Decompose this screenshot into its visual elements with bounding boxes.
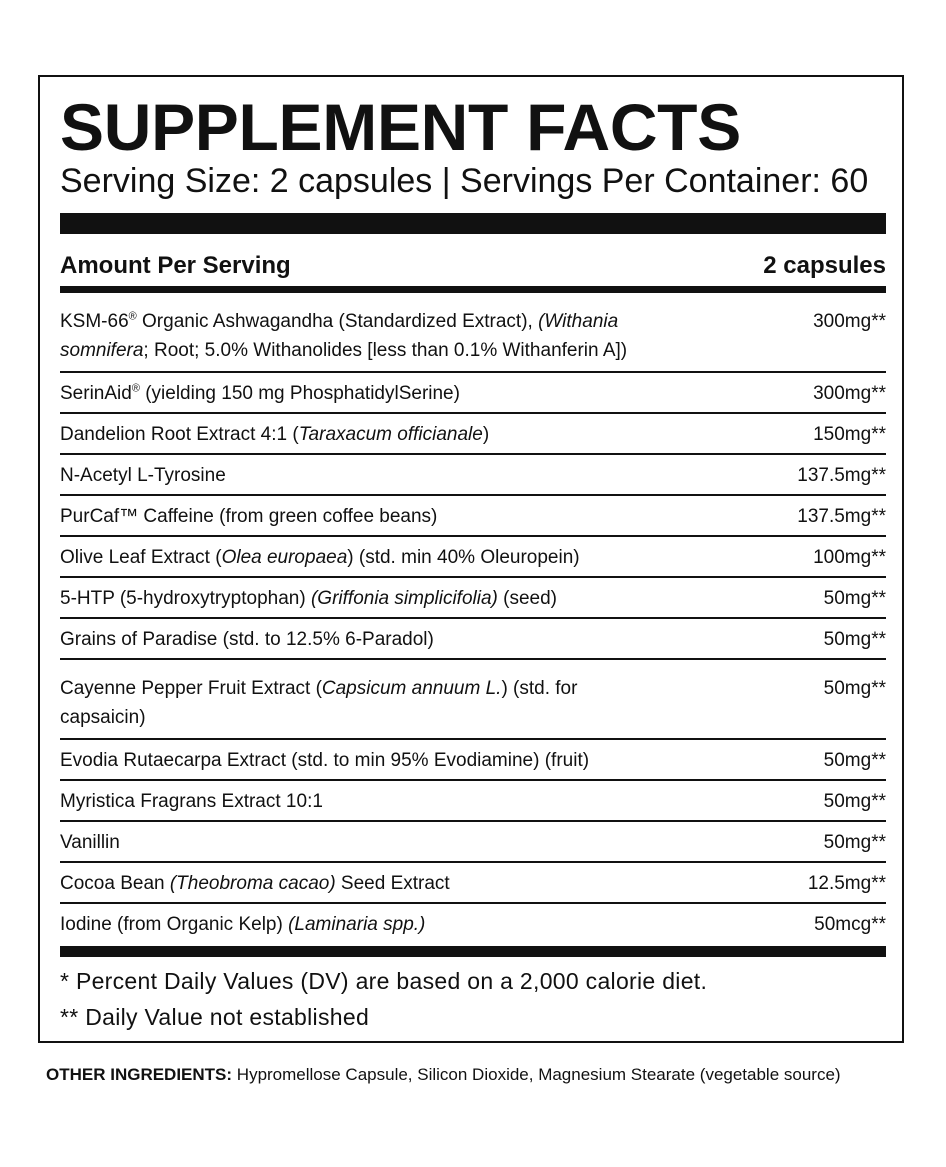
ingredient-name: PurCaf™ Caffeine (from green coffee beans) [60,506,438,527]
other-ingredients-label: OTHER INGREDIENTS: [46,1065,233,1084]
ingredient-row [60,863,886,904]
amount-header [60,249,886,283]
ingredient-amount: 137.5mg** [797,465,886,486]
ingredient-amount: 50mg** [823,629,886,650]
amount-per-serving-label: Amount Per Serving [60,252,291,279]
ingredient-name: Grains of Paradise (std. to 12.5% 6-Paradol) [60,629,434,650]
other-ingredients-text: Hypromellose Capsule, Silicon Dioxide, Magnesium Stearate (vegetable source) [232,1065,841,1084]
ingredient-name: Myristica Fragrans Extract 10:1 [60,791,323,812]
ingredient-amount: 50mg** [823,588,886,609]
ingredient-amount: 300mg** [813,383,886,404]
ingredient-name: Evodia Rutaecarpa Extract (std. to min 95% Evodiamine) (fruit) [60,750,590,771]
ingredient-name: Cocoa Bean (Theobroma cacao) Seed Extract [60,873,450,894]
ingredient-row [60,578,886,619]
ingredient-row [60,740,886,781]
ingredient-row [60,660,886,740]
footnote-not-established: ** Daily Value not established [60,1004,370,1030]
ingredient-name: Cayenne Pepper Fruit Extract (Capsicum annuum L.) (std. for capsaicin) [60,678,578,728]
ingredient-amount: 12.5mg** [807,873,886,894]
panel-title: SUPPLEMENT FACTS [60,90,741,164]
ingredient-row [60,904,886,945]
ingredient-amount: 50mg** [823,832,886,853]
thick-divider-top [60,213,886,234]
footnote-dv: * Percent Daily Values (DV) are based on a 2,000 calorie diet. [60,968,708,994]
supplement-facts-panel [38,75,904,1043]
thick-divider-bottom [60,946,886,957]
ingredient-row [60,455,886,496]
serving-info: Serving Size: 2 capsules | Servings Per Container: 60 [60,162,869,200]
ingredient-name: 5-HTP (5-hydroxytryptophan) (Griffonia simplicifolia) (seed) [60,588,557,609]
ingredient-amount: 50mg** [823,791,886,812]
ingredient-list [60,293,886,945]
ingredient-name: N-Acetyl L-Tyrosine [60,465,226,486]
ingredient-amount: 50mg** [823,750,886,771]
medium-divider [60,286,886,293]
ingredient-name: Iodine (from Organic Kelp) (Laminaria spp.) [60,914,426,935]
ingredient-row [60,496,886,537]
ingredient-name: Dandelion Root Extract 4:1 (Taraxacum officianale) [60,424,490,445]
ingredient-row [60,619,886,660]
ingredient-row [60,781,886,822]
ingredient-amount: 300mg** [813,311,886,332]
ingredient-amount: 150mg** [813,424,886,445]
ingredient-amount: 50mg** [823,678,886,699]
ingredient-amount: 100mg** [813,547,886,568]
ingredient-name: SerinAid® (yielding 150 mg PhosphatidylSerine) [60,382,460,404]
ingredient-row [60,822,886,863]
ingredient-row [60,414,886,455]
ingredient-row [60,373,886,414]
ingredient-row [60,537,886,578]
ingredient-amount: 50mcg** [814,914,886,935]
ingredient-row [60,293,886,373]
ingredient-amount: 137.5mg** [797,506,886,527]
serving-amount-label: 2 capsules [763,252,886,279]
other-ingredients [46,1063,841,1087]
ingredient-name: Olive Leaf Extract (Olea europaea) (std. min 40% Oleuropein) [60,547,580,568]
ingredient-name: KSM-66® Organic Ashwagandha (Standardized Extract), (Withania somnifera; Root; 5.0% Withanolides [less than 0.1% Withanferin A]) [60,310,628,361]
ingredient-name: Vanillin [60,832,120,853]
